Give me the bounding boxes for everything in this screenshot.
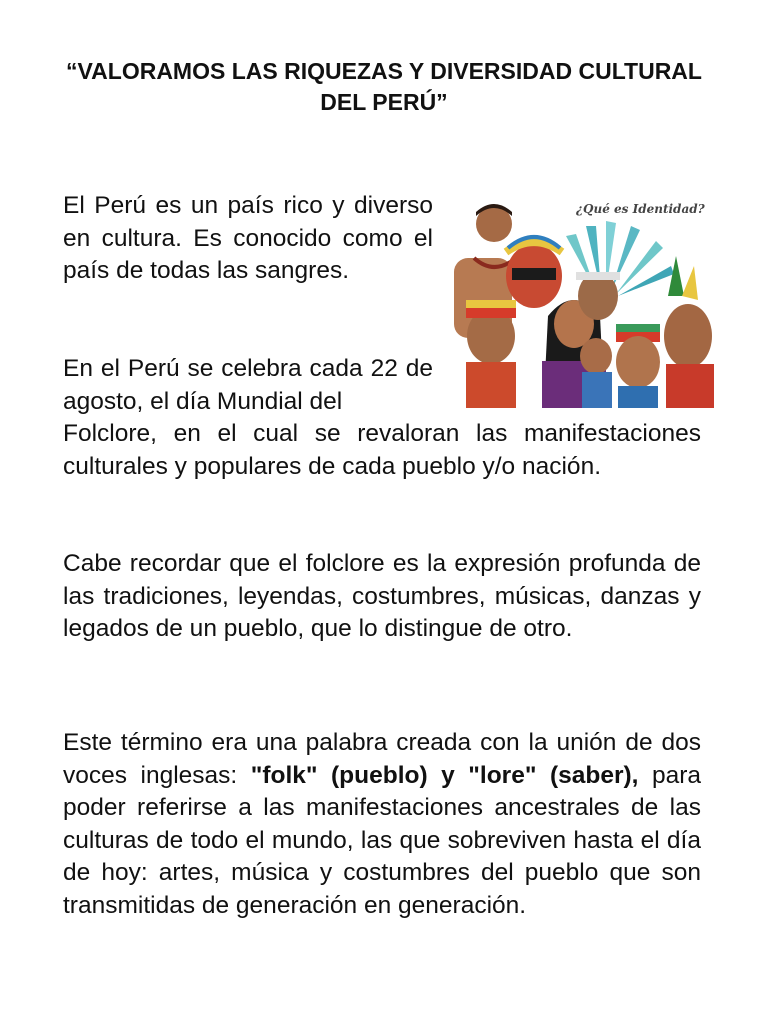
paragraph-term-origin	[63, 727, 701, 922]
person-young-man-headband-icon	[466, 300, 516, 408]
term-origin-bold: "folk" (pueblo) y "lore" (saber),	[250, 761, 639, 789]
person-child-icon	[580, 338, 612, 408]
identity-collage-image	[446, 196, 718, 408]
collage-of-indigenous-faces-icon	[446, 196, 718, 408]
figure-caption: ¿Qué es Identidad?	[576, 202, 705, 216]
person-painted-face-icon	[506, 237, 562, 308]
paragraph-peru-rich: El Perú es un país rico y diverso en cultura. Es conocido como el país de todas las sangres.	[63, 192, 433, 284]
page-title: “VALORAMOS LAS RIQUEZAS Y DIVERSIDAD CULTURAL DEL PERÚ”	[66, 58, 702, 115]
term-origin-rest: para poder referirse a las manifestaciones ancestrales de las culturas de todo el mundo, las que sobreviven hasta el día de hoy: artes, música y costumbres del pueblo que son transmitidas de generación en generación.	[63, 761, 701, 919]
person-feather-crown-icon	[616, 324, 660, 408]
paragraph-folklore-day-a: En el Perú se celebra cada 22 de agosto, el día Mundial del	[63, 355, 433, 415]
paragraph-folklore-definition: Cabe recordar que el folclore es la expresión profunda de las tradiciones, leyendas, costumbres, músicas, danzas y legados de un pueblo, que lo distingue de otro.	[63, 550, 701, 642]
paragraph-folklore-day-b: Folclore, en el cual se revaloran las manifestaciones culturales y populares de cada pueblo y/o nación.	[63, 420, 701, 480]
term-origin-intro: Este término era una palabra creada con la unión de dos voces inglesas:	[63, 729, 701, 789]
